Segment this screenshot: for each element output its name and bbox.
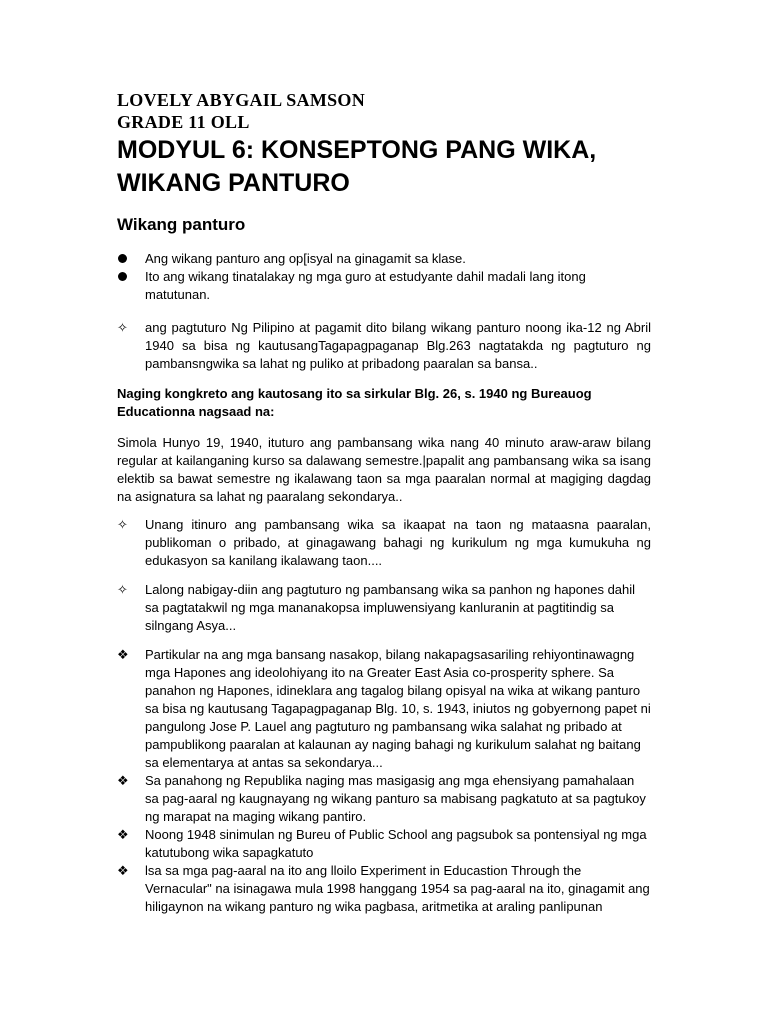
fleuron-bullet-icon: ❖ (117, 647, 129, 662)
fleuron-bullet-icon: ❖ (117, 863, 129, 878)
list-item (117, 646, 651, 772)
diamond-item-2 (117, 516, 651, 570)
list-item (117, 826, 651, 862)
list-item (117, 772, 651, 826)
list-item-text: ang pagtuturo Ng Pilipino at pagamit dito bilang wikang panturo noong ika-12 ng Abril 1940 sa bisa ng kautusangTagapagpaganap Blg.263 nagtatakda ng pagtuturo ng pambansngwika sa lahat ng puliko at pribadong paaralan sa bansa.. (145, 320, 651, 371)
diamond-bullet-icon: ✧ (117, 517, 128, 532)
bullet-dot-icon (118, 272, 127, 281)
list-item-text: lsa sa mga pag-aaral na ito ang lloilo Experiment in Educastion Through the Vernacular" na isinagawa mula 1998 hanggang 1954 sa pag-aaral na ito, ginagamit ang hiligaynon na wikang panturo ng wika pagbasa, aritmetika at araling panlipunan (145, 863, 650, 914)
list-item-text: Partikular na ang mga bansang nasakop, bilang nakapagsasariling rehiyontinawagng mga Hapones ang ideolohiyang ito na Greater East Asia co-prosperity sphere. Sa panahon ng Hapones, idineklara ang tagalog bilang opisyal na wika at wikang panturo sa bisa ng kautusang Tagapagpaganap Blg. 10, s. 1943, iniutos ng gobyernong papet ni pangulong Jose P. Lauel ang pagtuturo ng pambansang wika salahat ng pribado at pampublikong paaralan at kalaunan ay naging bahagi ng kurikulum salahat ng baitang sa elementarya at antas sa sekondarya... (145, 647, 651, 770)
diamond-bullet-icon: ✧ (117, 320, 128, 335)
fleuron-bullet-icon: ❖ (117, 827, 129, 842)
list-item-text: Sa panahong ng Republika naging mas masigasig ang mga ehensiyang pamahalaan sa pag-aaral ng kaugnayang ng wikang panturo sa mabisang pagkatuto at sa pagtukoy ng marapat na maging wikang pantiro. (145, 773, 646, 824)
list-item-text: Lalong nabigay-diin ang pagtuturo ng pambansang wika sa panhon ng hapones dahil sa pagtatakwil ng mga mananakopsa impluwensiyang kanluranin at pagtitindig sa silngang Asya... (145, 582, 636, 633)
diamond-bullet-icon: ✧ (117, 582, 128, 597)
bold-paragraph: Naging kongkreto ang kautosang ito sa sirkular Blg. 26, s. 1940 ng Bureauog Educationna nagsaad na: (117, 386, 592, 419)
student-name: LOVELY ABYGAIL SAMSON (117, 90, 366, 110)
bullet-list (117, 250, 651, 304)
diamond-item-1 (117, 319, 651, 373)
list-item (117, 268, 651, 304)
list-item (117, 250, 651, 268)
fleuron-bullet-icon: ❖ (117, 773, 129, 788)
diamond-item-3 (117, 581, 651, 635)
body-paragraph: Simola Hunyo 19, 1940, ituturo ang pambansang wika nang 40 minuto araw-araw bilang regular at kailanganing kurso sa dalawang semestre.|papalit ang pambansang wika sa isang elektib sa bawat semestre ng ikalawang taon sa mga paaralan normal at magiging dagdag na asignatura sa lahat ng paaralang sekondarya.. (117, 435, 651, 504)
bullet-dot-icon (118, 254, 127, 263)
list-item-text: Noong 1948 sinimulan ng Bureu of Public School ang pagsubok sa pontensiyal ng mga katutubong wika sapagkatuto (145, 827, 647, 860)
list-item (117, 862, 651, 916)
grade-section: GRADE 11 OLL (117, 112, 250, 132)
list-item-text: Ang wikang panturo ang op[isyal na ginagamit sa klase. (145, 251, 466, 266)
list-item-text: Ito ang wikang tinatalakay ng mga guro at estudyante dahil madali lang itong matutunan. (145, 269, 586, 302)
module-title: MODYUL 6: KONSEPTONG PANG WIKA, WIKANG PANTURO (117, 136, 597, 197)
fleuron-list (117, 646, 651, 916)
section-heading: Wikang panturo (117, 215, 246, 234)
list-item-text: Unang itinuro ang pambansang wika sa ikaapat na taon ng mataasna paaralan, publikoman o pribado, at ginagawang bahagi ng kurikulum ng mga kumukuha ng edukasyon sa kanilang ikalawang taon.... (145, 517, 651, 568)
